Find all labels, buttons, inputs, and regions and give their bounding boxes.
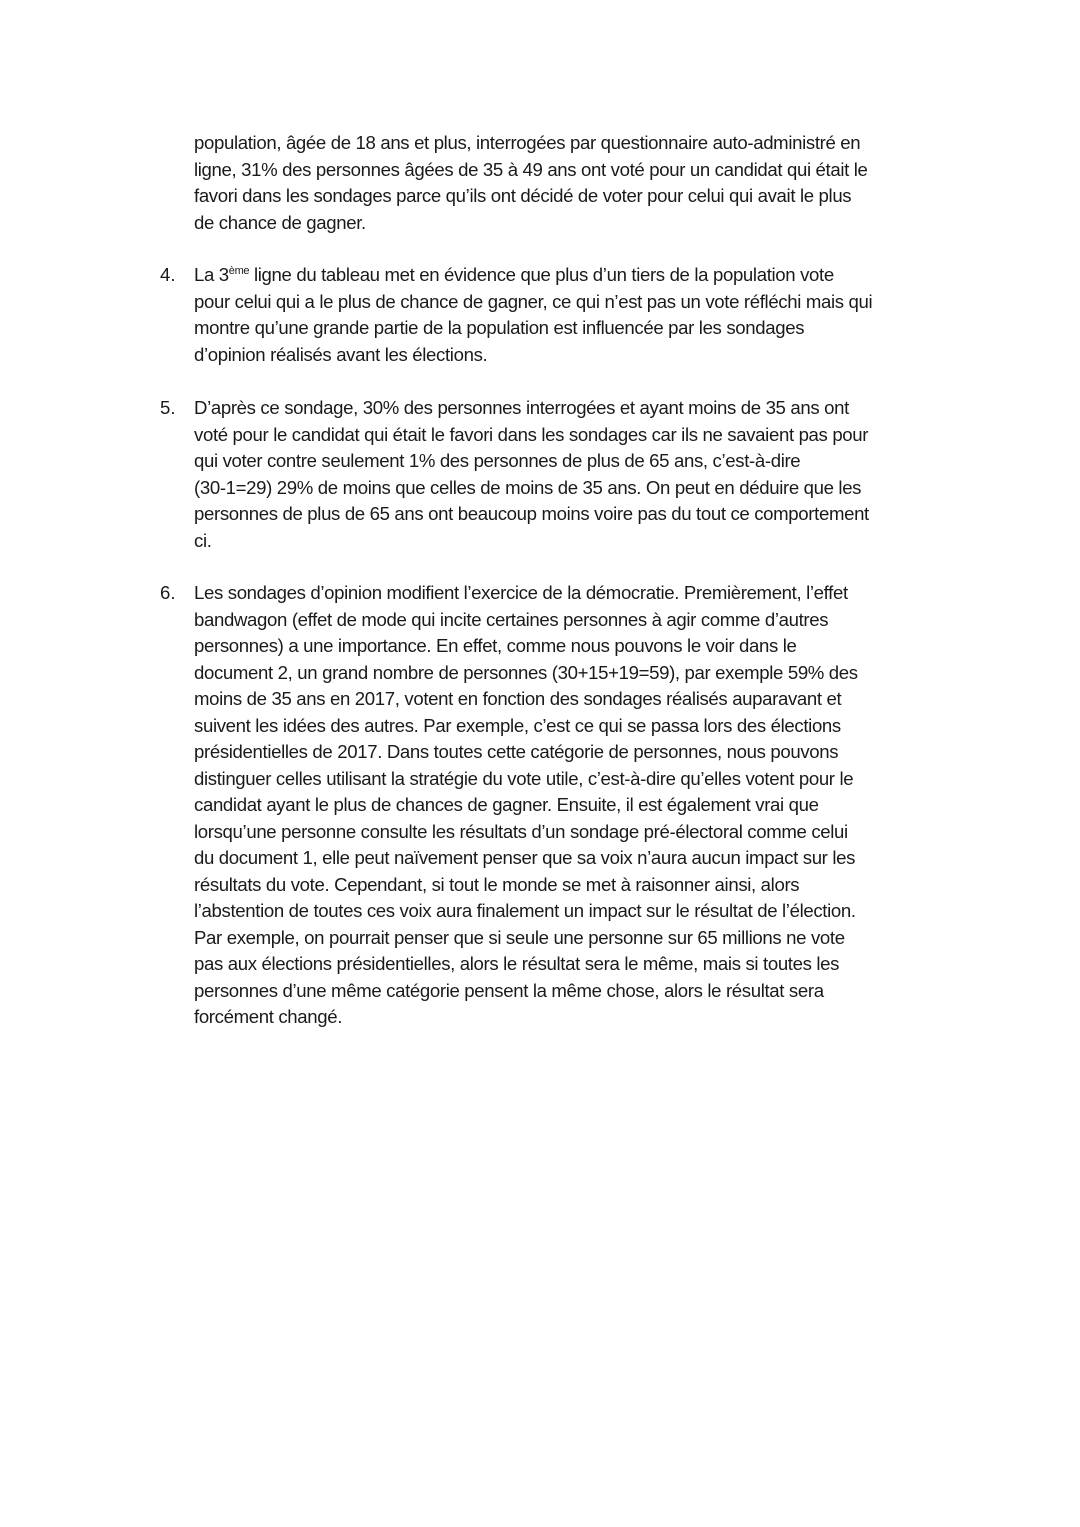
- text-line: D’après ce sondage, 30% des personnes interrogées et ayant moins de 35 ans ont: [194, 397, 849, 418]
- text-line: ligne, 31% des personnes âgées de 35 à 49 ans ont voté pour un candidat qui était le: [194, 158, 868, 180]
- text-line: pas aux élections présidentielles, alors le résultat sera le même, mais si toutes les: [194, 953, 840, 974]
- superscript: ème: [228, 265, 250, 277]
- text-line: distinguer celles utilisant la stratégie du vote utile, c’est-à-dire qu’elles votent pour le: [194, 767, 854, 789]
- text-line: personnes de plus de 65 ans ont beaucoup moins voire pas du tout ce comportement: [194, 503, 869, 524]
- text-line: (30-1=29) 29% de moins que celles de moins de 35 ans. On peut en déduire que les: [194, 476, 862, 498]
- text-line: forcément changé.: [194, 1006, 343, 1027]
- text-line: candidat ayant le plus de chances de gagner. Ensuite, il est également vrai que: [194, 794, 819, 815]
- paragraph-body: [194, 262, 964, 368]
- text-line: personnes) a une importance. En effet, comme nous pouvons le voir dans le: [194, 635, 797, 656]
- list-number: 4.: [160, 264, 176, 285]
- text-line: [194, 262, 964, 289]
- paragraph-body: [194, 130, 964, 236]
- text-line: présidentielles de 2017. Dans toutes cette catégorie de personnes, nous pouvons: [194, 741, 839, 762]
- text-line: personnes d’une même catégorie pensent la même chose, alors le résultat sera: [194, 979, 824, 1001]
- text-fragment: La 3: [194, 264, 229, 285]
- text-line: Par exemple, on pourrait penser que si seule une personne sur 65 millions ne vote: [194, 926, 845, 948]
- text-line: suivent les idées des autres. Par exemple, c’est ce qui se passa lors des élections: [194, 714, 841, 736]
- paragraph-body: [194, 580, 964, 1031]
- text-line: Les sondages d’opinion modifient l’exercice de la démocratie. Premièrement, l’effet: [194, 582, 848, 603]
- text-line: moins de 35 ans en 2017, votent en fonction des sondages réalisés auparavant et: [194, 688, 842, 709]
- text-line: qui voter contre seulement 1% des personnes de plus de 65 ans, c’est-à-dire: [194, 450, 801, 471]
- text-line: document 2, un grand nombre de personnes (30+15+19=59), par exemple 59% des: [194, 661, 858, 683]
- text-line: ci.: [194, 529, 212, 551]
- text-line: du document 1, elle peut naïvement penser que sa voix n’aura aucun impact sur les: [194, 847, 856, 868]
- text-line: favori dans les sondages parce qu’ils ont décidé de voter pour celui qui avait le plus: [194, 185, 852, 206]
- text-fragment: ligne du tableau met en évidence que plus d’un tiers de la population vote: [249, 264, 834, 285]
- text-line: voté pour le candidat qui était le favori dans les sondages car ils ne savaient pas pour: [194, 423, 869, 445]
- text-line: bandwagon (effet de mode qui incite certaines personnes à agir comme d’autres: [194, 608, 829, 630]
- list-number: 6.: [160, 582, 176, 603]
- text-line: montre qu’une grande partie de la population est influencée par les sondages: [194, 317, 805, 338]
- text-line: d’opinion réalisés avant les élections.: [194, 343, 488, 365]
- text-line: l’abstention de toutes ces voix aura finalement un impact sur le résultat de l’élection.: [194, 900, 856, 921]
- text-line: lorsqu’une personne consulte les résultats d’un sondage pré-électoral comme celui: [194, 820, 848, 842]
- paragraph-body: [194, 395, 964, 554]
- list-number: 5.: [160, 397, 176, 418]
- text-line: de chance de gagner.: [194, 211, 366, 233]
- text-line: résultats du vote. Cependant, si tout le monde se met à raisonner ainsi, alors: [194, 873, 800, 895]
- text-line: population, âgée de 18 ans et plus, interrogées par questionnaire auto-administré en: [194, 132, 861, 153]
- text-line: pour celui qui a le plus de chance de gagner, ce qui n’est pas un vote réfléchi mais qui: [194, 290, 873, 312]
